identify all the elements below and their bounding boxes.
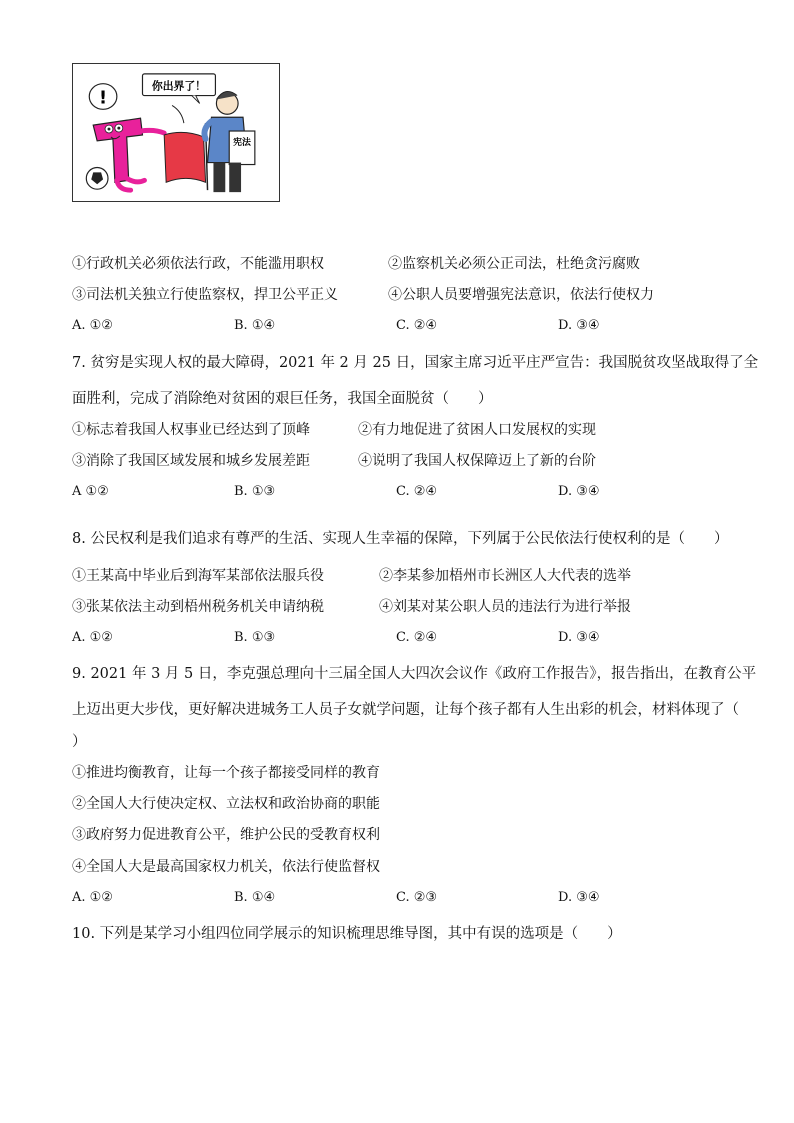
q8-item-2: ②李某参加梧州市长洲区人大代表的选举: [379, 568, 631, 584]
q7-item-1: ①标志着我国人权事业已经达到了顶峰: [72, 422, 310, 438]
q6-item-2: ②监察机关必须公正司法，杜绝贪污腐败: [388, 256, 640, 272]
q9-option-d[interactable]: D. ③④: [558, 890, 600, 905]
q6-item-row-2: [72, 285, 722, 305]
q6-item-row-1: [72, 254, 722, 274]
q8-stem: 8. 公民权利是我们追求有尊严的生活、实现人生幸福的保障，下列属于公民依法行使权利的是（ ）: [72, 531, 729, 547]
speech-bubble-text: 你出界了！: [151, 79, 207, 93]
q7-item-row-1: [72, 420, 722, 440]
q6-option-d[interactable]: D. ③④: [558, 318, 600, 333]
q8-option-b[interactable]: B. ①③: [234, 630, 276, 645]
q9-item-4: ④全国人大是最高国家权力机关，依法行使监督权: [72, 859, 380, 875]
q7-options: [72, 482, 722, 502]
q9-stem-line-1: 9. 2021 年 3 月 5 日，李克强总理向十三届全国人大四次会议作《政府工作报告》，报告指出，在教育公平: [72, 666, 757, 682]
q7-item-row-2: [72, 451, 722, 471]
q7-stem-line-2: 面胜利，完成了消除绝对贫困的艰巨任务，我国全面脱贫（ ）: [72, 391, 493, 407]
q6-item-4: ④公职人员要增强宪法意识，依法行使权力: [388, 287, 654, 303]
q6-option-c[interactable]: C. ②④: [396, 318, 438, 333]
q8-option-a[interactable]: A. ①②: [72, 630, 113, 645]
q8-item-3: ③张某依法主动到梧州税务机关申请纳税: [72, 599, 324, 615]
exclamation-mark: !: [99, 88, 108, 109]
q6-item-3: ③司法机关独立行使监察权，捍卫公平正义: [72, 287, 338, 303]
q9-options: [72, 888, 722, 908]
q6-options: [72, 316, 722, 336]
q6-item-1: ①行政机关必须依法行政，不能滥用职权: [72, 256, 324, 272]
q8-item-4: ④刘某对某公职人员的违法行为进行举报: [379, 599, 631, 615]
constitution-label: 宪法: [233, 137, 251, 148]
referee-leg-right: [229, 163, 241, 193]
q6-option-a[interactable]: A. ①②: [72, 318, 113, 333]
cartoon-drawing: [73, 64, 279, 201]
q8-option-d[interactable]: D. ③④: [558, 630, 600, 645]
q10-stem: 10. 下列是某学习小组四位同学展示的知识梳理思维导图，其中有误的选项是（ ）: [72, 926, 622, 942]
cartoon-illustration: [72, 63, 280, 202]
q8-item-row-1: [72, 566, 722, 586]
q9-option-c[interactable]: C. ②③: [396, 890, 438, 905]
q8-item-1: ①王某高中毕业后到海军某部依法服兵役: [72, 568, 324, 584]
q7-option-d[interactable]: D. ③④: [558, 484, 600, 499]
q7-option-b[interactable]: B. ①③: [234, 484, 276, 499]
q9-option-a[interactable]: A. ①②: [72, 890, 113, 905]
red-flag: [164, 132, 205, 182]
q7-item-2: ②有力地促进了贫困人口发展权的实现: [358, 422, 596, 438]
q7-option-c[interactable]: C. ②④: [396, 484, 438, 499]
q8-options: [72, 628, 722, 648]
q9-item-3: ③政府努力促进教育公平，维护公民的受教育权利: [72, 827, 380, 843]
q7-stem-line-1: 7. 贫穷是实现人权的最大障碍，2021 年 2 月 25 日，国家主席习近平庄严宣告：我国脱贫攻坚战取得了全: [72, 355, 759, 371]
q8-option-c[interactable]: C. ②④: [396, 630, 438, 645]
q9-stem-line-3: ）: [72, 734, 87, 750]
referee-leg-left: [213, 163, 225, 193]
q6-option-b[interactable]: B. ①④: [234, 318, 276, 333]
q7-item-4: ④说明了我国人权保障迈上了新的台阶: [358, 453, 596, 469]
q9-item-2: ②全国人大行使决定权、立法权和政治协商的职能: [72, 796, 380, 812]
q8-item-row-2: [72, 597, 722, 617]
q7-item-3: ③消除了我国区域发展和城乡发展差距: [72, 453, 310, 469]
q9-option-b[interactable]: B. ①④: [234, 890, 276, 905]
q7-option-a[interactable]: A ①②: [72, 484, 109, 499]
q9-item-1: ①推进均衡教育，让每一个孩子都接受同样的教育: [72, 765, 380, 781]
q9-stem-line-2: 上迈出更大步伐，更好解决进城务工人员子女就学问题，让每个孩子都有人生出彩的机会，材料体现了（: [72, 702, 739, 718]
